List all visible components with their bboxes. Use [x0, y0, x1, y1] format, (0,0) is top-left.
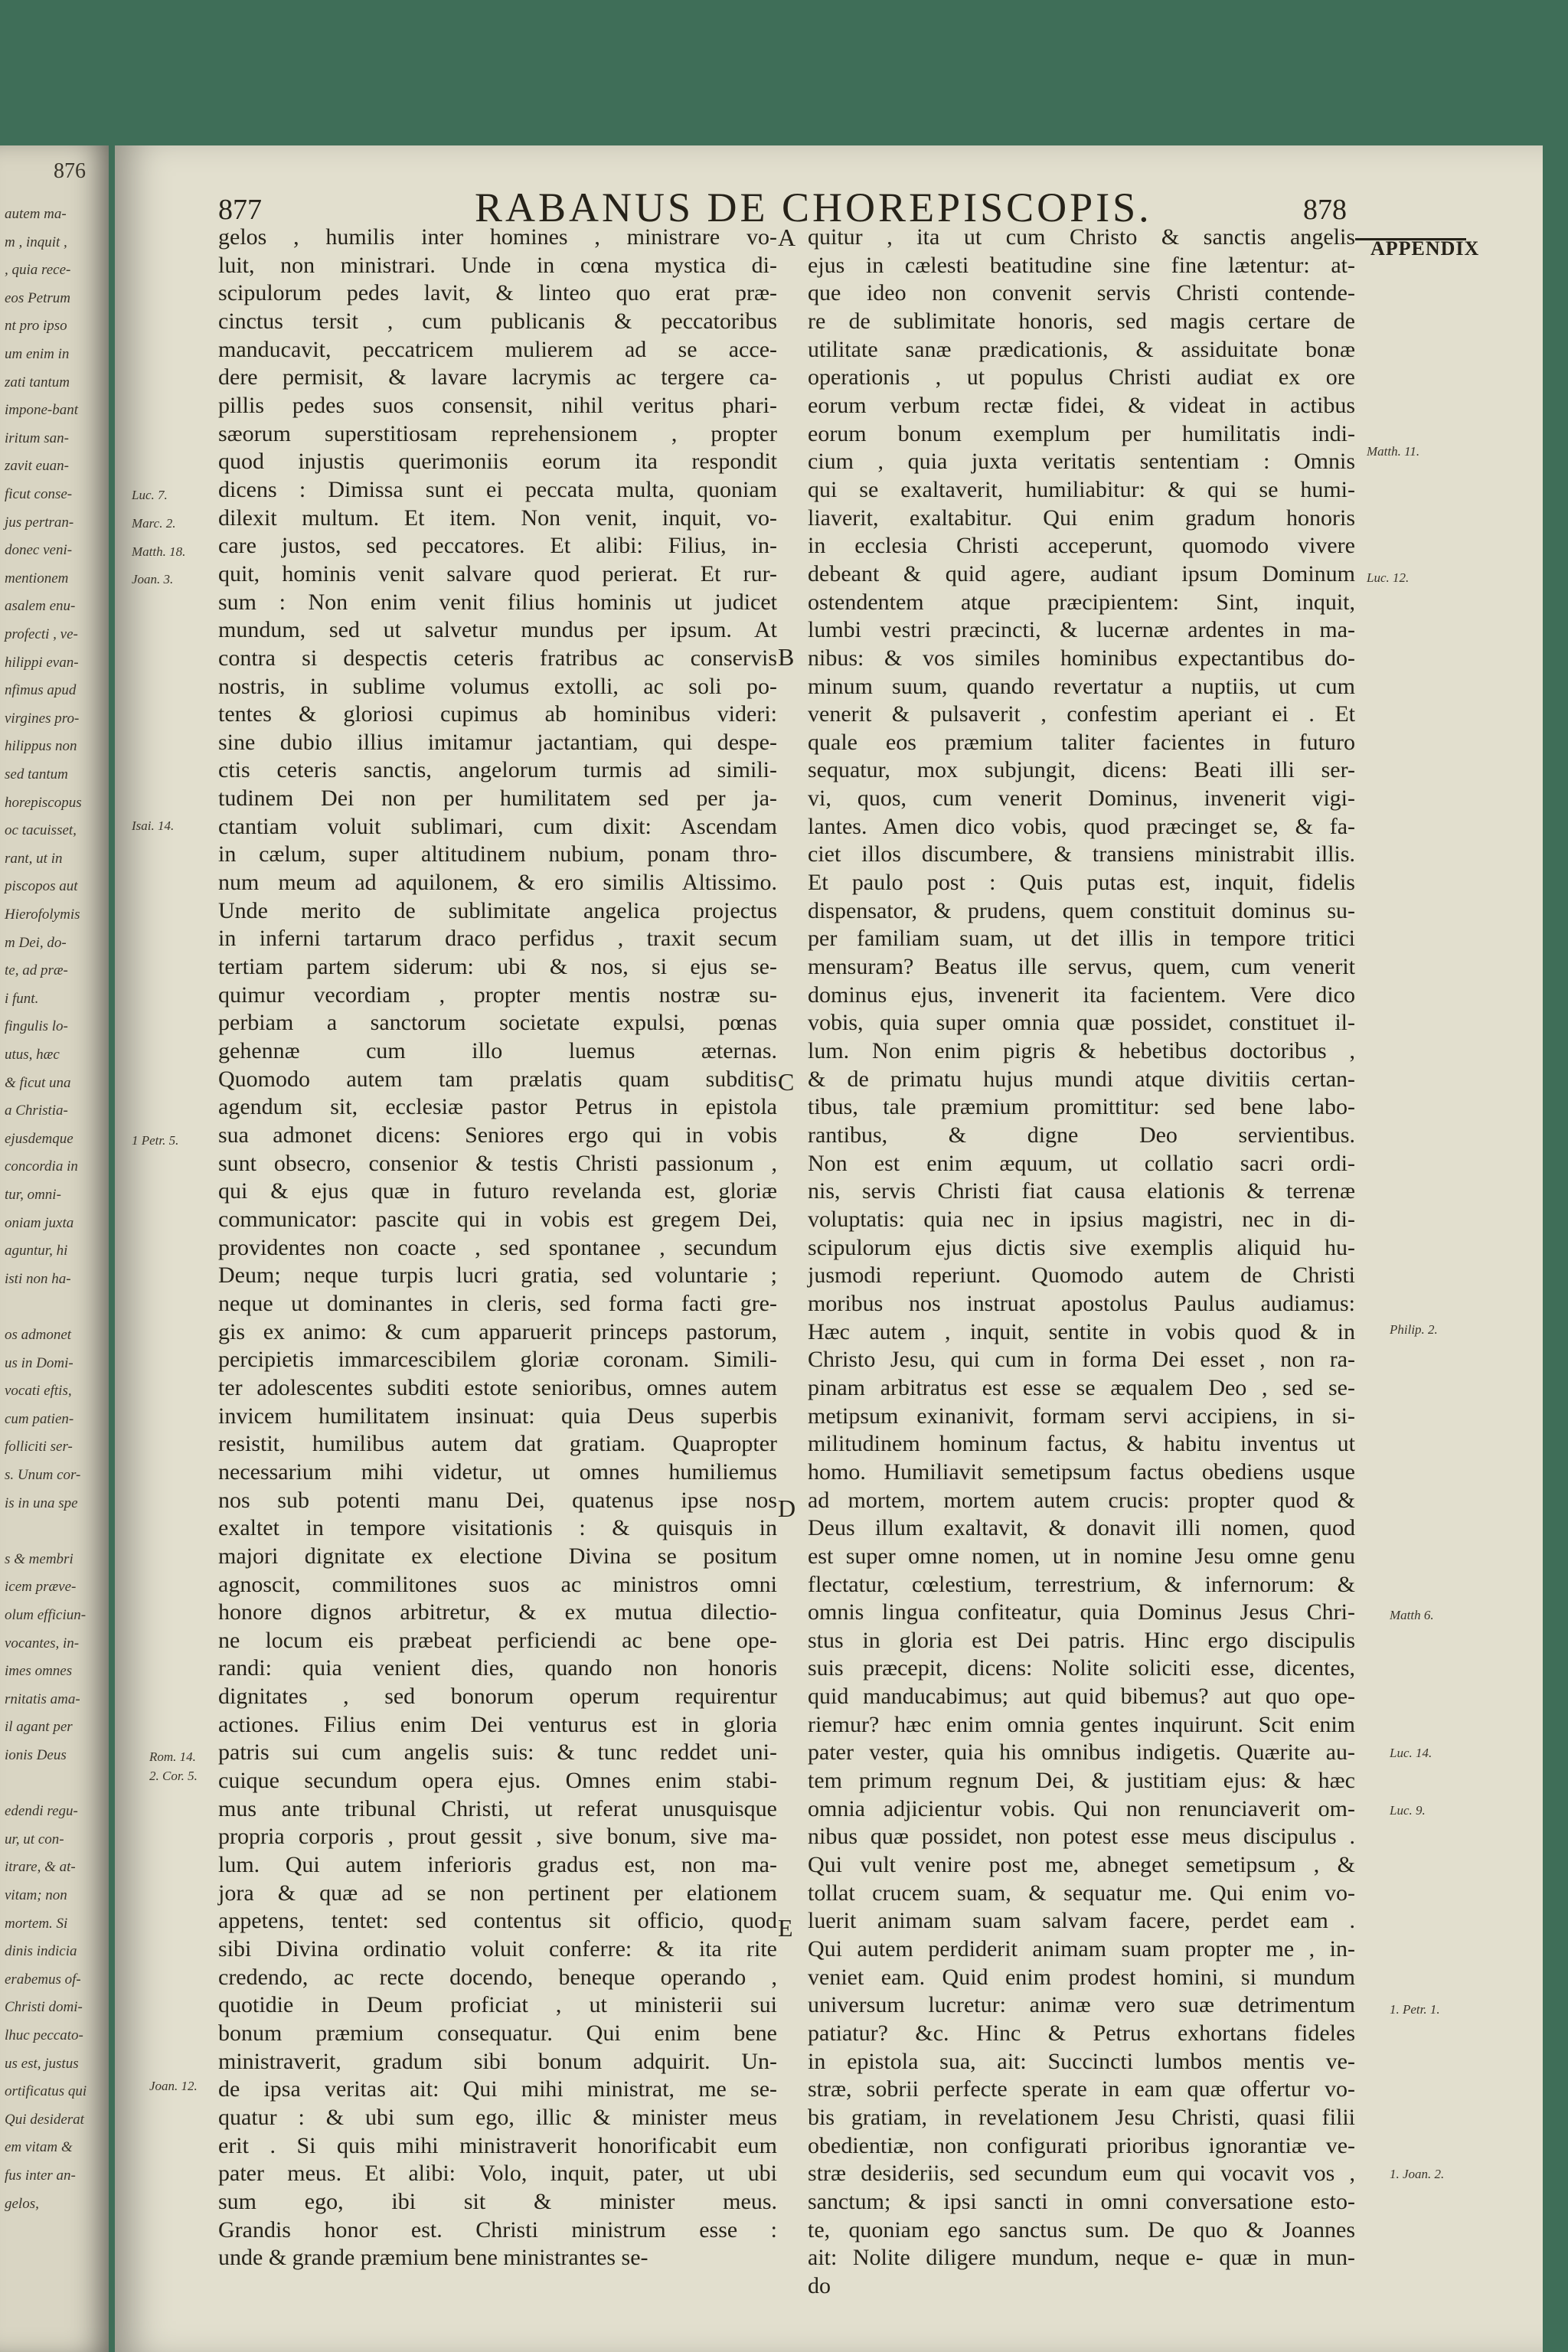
text-line: dispensator, & prudens, quem constituit dominus su-: [808, 897, 1355, 923]
text-line: num meum ad aquilonem, & ero similis Altissimo.: [218, 870, 777, 896]
text-line: stus in gloria est Dei patris. Hinc ergo discipulis: [808, 1627, 1355, 1653]
text-line: de ipsa veritas ait: Qui mihi ministrat, me se-: [218, 2076, 777, 2102]
previous-page-line: iritum san-: [5, 430, 69, 446]
text-line: sibi Divina ordinatio voluit conferre: & ita rite: [218, 1936, 777, 1962]
text-line: sum ego, ibi sit & minister meus.: [218, 2188, 777, 2214]
previous-page-line: us in Domi-: [5, 1354, 74, 1371]
text-line: propria corporis , prout gessit , sive bonum, sive ma-: [218, 1824, 777, 1850]
text-line: quit, hominis venit salvare quod perierat. Et rur-: [218, 560, 777, 586]
text-line: pater meus. Et alibi: Volo, inquit, pater, ut ubi: [218, 2161, 777, 2187]
text-line: neque ut dominantes in cleris, sed forma facti gre-: [218, 1290, 777, 1316]
text-line: jora & quæ ad se non pertinent per elationem: [218, 1880, 777, 1906]
text-line: vobis, quia super omnia quæ possidet, constituet il-: [808, 1010, 1355, 1036]
previous-page-line: ionis Deus: [5, 1747, 67, 1763]
text-line: gis ex animo: & cum apparuerit princeps pastorum,: [218, 1318, 777, 1344]
text-line: Non est enim æquum, ut collatio sacri ordi-: [808, 1150, 1355, 1176]
margin-note: 2. Cor. 5.: [149, 1769, 198, 1783]
margin-note: Philip. 2.: [1390, 1322, 1438, 1337]
previous-page-line: Christi domi-: [5, 1999, 83, 2016]
text-line: tem primum regnum Dei, & justitiam ejus: & hæc: [808, 1768, 1355, 1794]
previous-page-line: s & membri: [5, 1550, 74, 1567]
text-line: ne locum eis præbeat perficiendi ac bene ope-: [218, 1627, 777, 1653]
text-line: dilexit multum. Et item. Non venit, inquit, vo-: [218, 505, 777, 531]
previous-page-line: ur, ut con-: [5, 1831, 64, 1847]
previous-page-line: , quia rece-: [5, 262, 71, 279]
previous-page-line: vocantes, in-: [5, 1635, 80, 1651]
section-letter: C: [778, 1068, 795, 1096]
previous-page-line: impone-bant: [5, 402, 79, 419]
previous-page-line: Hierofolymis: [5, 906, 80, 923]
text-line: ter adolescentes subditi estote senioribus, omnes autem: [218, 1374, 777, 1400]
text-line: agendum sit, ecclesiæ pastor Petrus in epistola: [218, 1094, 777, 1120]
section-letter: E: [778, 1914, 793, 1942]
margin-note: Matth. 11.: [1367, 444, 1420, 459]
text-line: communicator: pascite qui in vobis est gregem Dei,: [218, 1206, 777, 1232]
text-line: per familiam suam, ut det illis in tempore tritici: [808, 926, 1355, 952]
text-line: pillis pedes suos consensit, nihil veritus phari-: [218, 392, 777, 418]
text-line: quotidie in Deum proficiat , ut ministerii sui: [218, 1992, 777, 2018]
previous-page-strip: [0, 145, 109, 2352]
text-line: ad mortem, mortem autem crucis: propter quod &: [808, 1487, 1355, 1513]
text-line: Deus illum exaltavit, & donavit illi nomen, quod: [808, 1515, 1355, 1541]
text-line: quatur : & ubi sum ego, illic & minister meus: [218, 2104, 777, 2130]
text-line: ministraverit, gradum sibi bonum adquirit. Un-: [218, 2048, 777, 2074]
text-line: ejus in cælesti beatitudine sine fine lætentur: at-: [808, 252, 1355, 278]
text-line: gelos , humilis inter homines , ministrare vo-: [218, 224, 777, 250]
text-line: Qui autem perdiderit animam suam propter me , in-: [808, 1936, 1355, 1962]
previous-page-line: m Dei, do-: [5, 934, 67, 951]
text-line: agnoscit, commilitones suos ac ministros omni: [218, 1571, 777, 1597]
text-line: riemur? hæc enim omnia gentes inquirunt. Scit enim: [808, 1711, 1355, 1737]
text-line: perbiam a sanctorum societate expulsi, pœnas: [218, 1010, 777, 1036]
margin-note: Joan. 3.: [132, 572, 174, 586]
text-line: lum. Non enim pigris & hebetibus doctoribus ,: [808, 1038, 1355, 1064]
text-line: nos sub potenti manu Dei, quatenus ipse nos: [218, 1487, 777, 1513]
text-line: mundum, sed ut salvetur mundus per ipsum. At: [218, 617, 777, 643]
previous-page-line: vitam; non: [5, 1887, 67, 1903]
text-line: est super omne nomen, ut in nomine Jesu omne genu: [808, 1543, 1355, 1569]
text-line: sanctum; & ipsi sancti in omni conversatione esto-: [808, 2188, 1355, 2214]
text-line: re de sublimitate honoris, sed magis certare de: [808, 308, 1355, 334]
text-line: luerit animam suam salvam facere, perdet eam .: [808, 1908, 1355, 1934]
text-line: minum suum, quando revertatur a nuptiis, ut cum: [808, 673, 1355, 699]
text-line: cuique secundum opera ejus. Omnes enim stabi-: [218, 1768, 777, 1794]
previous-page-line: us est, justus: [5, 2055, 79, 2072]
text-line: do: [808, 2272, 831, 2298]
text-line: rantibus, & digne Deo servientibus.: [808, 1122, 1355, 1148]
previous-page-line: nt pro ipso: [5, 318, 67, 335]
margin-note: Marc. 2.: [132, 516, 176, 531]
previous-page-line: autem ma-: [5, 206, 67, 222]
margin-note: Luc. 9.: [1390, 1803, 1426, 1818]
text-line: ostendentem atque præcipientem: Sint, inquit,: [808, 589, 1355, 615]
text-line: omnis lingua confiteatur, quia Dominus Jesus Chri-: [808, 1599, 1355, 1625]
previous-page-line: piscopos aut: [5, 878, 78, 895]
previous-page-line: profecti , ve-: [5, 626, 78, 642]
text-line: omnia adjicientur vobis. Qui non renunciaverit om-: [808, 1795, 1355, 1821]
text-line: exaltet in tempore visitationis : & quisquis in: [218, 1515, 777, 1541]
right-text-column: [808, 224, 1355, 2301]
text-line: ciet illos discumbere, & transiens ministrabit illis.: [808, 841, 1355, 867]
text-line: Hæc autem , inquit, sentite in vobis quod & in: [808, 1318, 1355, 1344]
text-line: ait: Nolite diligere mundum, neque e- quæ in mun-: [808, 2245, 1355, 2271]
text-line: Grandis honor est. Christi ministrum esse :: [218, 2216, 777, 2243]
margin-note: Luc. 14.: [1390, 1746, 1432, 1760]
previous-page-line: fingulis lo-: [5, 1018, 68, 1035]
previous-page-line: ejusdemque: [5, 1130, 74, 1147]
previous-page-line: folliciti ser-: [5, 1439, 73, 1455]
text-line: flectatur, cœlestium, terrestrium, & infernorum: &: [808, 1571, 1355, 1597]
text-line: sum : Non enim venit filius hominis ut judicet: [218, 589, 777, 615]
text-line: tibus, tale præmium promittitur: sed bene labo-: [808, 1094, 1355, 1120]
text-line: Deum; neque turpis lucri gratia, sed voluntarie ;: [218, 1263, 777, 1289]
previous-page-line: donec veni-: [5, 542, 73, 559]
previous-page-line: hilippus non: [5, 738, 77, 755]
text-line: patris sui cum angelis suis: & tunc reddet uni-: [218, 1740, 777, 1766]
text-line: jusmodi reperiunt. Quomodo autem de Christi: [808, 1263, 1355, 1289]
previous-page-line: rant, ut in: [5, 850, 63, 867]
previous-page-line: i funt.: [5, 990, 39, 1007]
text-line: percipietis immarcescibilem gloriæ coronam. Simili-: [218, 1347, 777, 1373]
previous-page-line: os admonet: [5, 1327, 72, 1343]
text-line: majori dignitate ex electione Divina se positum: [218, 1543, 777, 1569]
text-line: mus ante tribunal Christi, ut referat unusquisque: [218, 1795, 777, 1821]
running-title: RABANUS DE CHOREPISCOPIS.: [475, 185, 1152, 230]
previous-page-line: jus pertran-: [5, 514, 74, 531]
previous-page-line: lhuc peccato-: [5, 2027, 83, 2043]
text-line: nis, servis Christi fiat causa elationis & terrenæ: [808, 1178, 1355, 1204]
text-line: sequatur, mox subjungit, dicens: Beati illi ser-: [808, 757, 1355, 783]
text-line: ctantiam voluit sublimari, cum dixit: Ascendam: [218, 813, 777, 839]
margin-note: 1. Joan. 2.: [1390, 2167, 1445, 2181]
previous-page-line: virgines pro-: [5, 710, 80, 727]
previous-page-line: aguntur, hi: [5, 1243, 68, 1259]
previous-page-line: te, ad præ-: [5, 962, 68, 979]
text-line: pater vester, quia his omnibus indigetis. Quærite au-: [808, 1740, 1355, 1766]
margin-note: Luc. 7.: [132, 488, 168, 502]
previous-page-line: dinis indicia: [5, 1943, 77, 1960]
margin-note: Rom. 14.: [149, 1749, 196, 1764]
text-line: care justos, sed peccatores. Et alibi: Filius, in-: [218, 533, 777, 559]
text-line: quimur vecordiam , propter mentis nostræ su-: [218, 982, 777, 1008]
margin-note: 1 Petr. 5.: [132, 1133, 179, 1148]
previous-page-line: Qui desiderat: [5, 2111, 84, 2128]
text-line: scipulorum ejus dictis sive exemplis aliquid hu-: [808, 1234, 1355, 1260]
text-line: moribus nos instruat apostolus Paulus audiamus:: [808, 1290, 1355, 1316]
text-line: ctis ceteris sanctis, angelorum turmis ad simili-: [218, 757, 777, 783]
text-line: venerit & pulsaverit , confestim aperiant ei . Et: [808, 701, 1355, 727]
text-line: actiones. Filius enim Dei venturus est in gloria: [218, 1711, 777, 1737]
text-line: sua admonet dicens: Seniores ergo qui in vobis: [218, 1122, 777, 1148]
previous-page-line: rnitatis ama-: [5, 1690, 80, 1707]
text-line: invicem humilitatem insinuat: quia Deus superbis: [218, 1403, 777, 1429]
text-line: gehennæ cum illo luemus æternas.: [218, 1038, 777, 1064]
text-line: vi, quos, cum venerit Dominus, invenerit vigi-: [808, 786, 1355, 812]
text-line: Quomodo autem tam prælatis quam subditis: [218, 1066, 777, 1092]
text-line: cium , quia juxta veritatis sententiam : Omnis: [808, 449, 1355, 475]
text-line: eorum verbum rectæ fidei, & videat in actibus: [808, 392, 1355, 418]
text-line: in ecclesia Christi acceperunt, quomodo vivere: [808, 533, 1355, 559]
text-line: Christo Jesu, qui cum in forma Dei esset , non ra-: [808, 1347, 1355, 1373]
text-line: liaverit, exaltabitur. Qui enim gradum honoris: [808, 505, 1355, 531]
previous-page-line: mortem. Si: [5, 1915, 68, 1932]
previous-page-line: concordia in: [5, 1158, 78, 1175]
text-line: in cælum, super altitudinem nubium, ponam thro-: [218, 841, 777, 867]
margin-note: Matth. 18.: [132, 544, 186, 559]
text-line: resistit, humilibus autem dat gratiam. Quapropter: [218, 1431, 777, 1457]
text-line: lantes. Amen dico vobis, quod præcinget se, & fa-: [808, 813, 1355, 839]
text-line: metipsum exinanivit, formam servi accipiens, in si-: [808, 1403, 1355, 1429]
previous-page-line: a Christia-: [5, 1102, 68, 1119]
previous-page-line: em vitam &: [5, 2139, 73, 2156]
text-line: tentes & gloriosi cupimus ab hominibus videri:: [218, 701, 777, 727]
text-line: te, quoniam ego sanctus sum. De quo & Joannes: [808, 2216, 1355, 2243]
margin-note: Matth 6.: [1390, 1608, 1434, 1622]
previous-page-line: zati tantum: [5, 374, 70, 390]
text-line: sæorum superstitiosam reprehensionem , propter: [218, 420, 777, 446]
text-line: nostris, in sublime volumus extolli, ac soli po-: [218, 673, 777, 699]
text-line: qui & ejus quæ in futuro revelanda est, gloriæ: [218, 1178, 777, 1204]
previous-page-line: edendi regu-: [5, 1803, 78, 1820]
text-line: que ideo non convenit servis Christi contende-: [808, 280, 1355, 306]
text-line: dicens : Dimissa sunt ei peccata multa, quoniam: [218, 476, 777, 502]
previous-page-line: oc tacuisset,: [5, 822, 77, 839]
previous-page-line: & ficut una: [5, 1074, 71, 1091]
text-line: bonum præmium consequatur. Qui enim bene: [218, 2020, 777, 2046]
text-line: utilitate sanæ prædicationis, & assiduitate bonæ: [808, 336, 1355, 362]
text-line: stræ desideriis, sed secundum eum qui vocavit vos ,: [808, 2161, 1355, 2187]
text-line: quid manducabimus; aut quid bibemus? aut quo ope-: [808, 1684, 1355, 1710]
text-line: eorum bonum exemplum per humilitatis indi-: [808, 420, 1355, 446]
text-line: voluptatis: quia nec in ipsius magistri, nec in di-: [808, 1206, 1355, 1232]
book-page: [115, 145, 1543, 2352]
previous-page-folio: 876: [54, 159, 86, 183]
text-line: pinam arbitratus est esse se æqualem Deo , sed se-: [808, 1374, 1355, 1400]
folio-right: 878: [1303, 194, 1347, 226]
previous-page-line: zavit euan-: [5, 458, 69, 475]
previous-page-line: um enim in: [5, 346, 70, 362]
text-line: tudinem Dei non per humilitatem sed per ja-: [218, 786, 777, 812]
text-line: debeant & quid agere, audiant ipsum Dominum: [808, 560, 1355, 586]
previous-page-line: ortificatus qui: [5, 2083, 87, 2100]
text-line: in inferni tartarum draco perfidus , traxit secum: [218, 926, 777, 952]
previous-page-line: asalem enu-: [5, 598, 76, 615]
previous-page-line: eos Petrum: [5, 289, 71, 306]
text-line: providentes non coacte , sed spontanee , secundum: [218, 1234, 777, 1260]
text-line: honore dignos arbitretur, & ex mutua dilectio-: [218, 1599, 777, 1625]
text-line: militudinem hominum factus, & habitu inventus ut: [808, 1431, 1355, 1457]
previous-page-line: il agant per: [5, 1719, 73, 1736]
previous-page-line: erabemus of-: [5, 1971, 81, 1988]
text-line: tertiam partem siderum: ubi & nos, si ejus se-: [218, 954, 777, 980]
text-line: Et paulo post : Quis putas est, inquit, fidelis: [808, 870, 1355, 896]
text-line: dere permisit, & lavare lacrymis ac tergere ca-: [218, 364, 777, 390]
section-letter: D: [778, 1494, 796, 1522]
text-line: dignitates , sed bonorum operum requirentur: [218, 1684, 777, 1710]
text-line: randi: quia venient dies, quando non honoris: [218, 1655, 777, 1681]
text-line: stræ, sobrii perfecte sperate in eam quæ offertur vo-: [808, 2076, 1355, 2102]
previous-page-line: oniam juxta: [5, 1214, 74, 1231]
text-line: lumbi vestri præcincti, & lucernæ ardentes in ma-: [808, 617, 1355, 643]
text-line: credendo, ac recte docendo, beneque operando ,: [218, 1964, 777, 1990]
text-line: luit, non ministrari. Unde in cœna mystica di-: [218, 252, 777, 278]
text-line: dominus ejus, invenerit ita facientem. Vere dico: [808, 982, 1355, 1008]
text-line: nibus quæ possidet, non potest esse meus discipulus .: [808, 1824, 1355, 1850]
previous-page-line: nfimus apud: [5, 682, 77, 699]
previous-page-line: s. Unum cor-: [5, 1467, 81, 1483]
previous-page-line: cum patien-: [5, 1410, 74, 1427]
text-line: erit . Si quis mihi ministraverit honorificabit eum: [218, 2132, 777, 2158]
text-line: contra si despectis ceteris fratribus ac conservis: [218, 645, 777, 671]
text-line: Unde merito de sublimitate angelica projectus: [218, 897, 777, 923]
previous-page-line: hilippi evan-: [5, 654, 79, 671]
previous-page-line: isti non ha-: [5, 1270, 71, 1287]
previous-page-line: itrare, & at-: [5, 1859, 76, 1876]
margin-note: Isai. 14.: [132, 818, 175, 833]
previous-page-line: mentionem: [5, 570, 69, 586]
text-line: scipulorum pedes lavit, & linteo quo erat præ-: [218, 280, 777, 306]
text-line: mensuram? Beatus ille servus, quem, cum venerit: [808, 954, 1355, 980]
text-line: patiatur? &c. Hinc & Petrus exhortans fideles: [808, 2020, 1355, 2046]
text-line: operationis , ut populus Christi audiat ex ore: [808, 364, 1355, 390]
text-line: necessarium mihi videtur, ut omnes humiliemus: [218, 1459, 777, 1485]
previous-page-line: m , inquit ,: [5, 234, 67, 250]
previous-page-line: imes omnes: [5, 1663, 73, 1680]
text-line: lum. Qui autem inferioris gradus est, non ma-: [218, 1852, 777, 1878]
previous-page-line: vocati eftis,: [5, 1383, 72, 1400]
previous-page-line: horepiscopus: [5, 794, 82, 811]
margin-note: Joan. 12.: [149, 2079, 198, 2093]
text-line: qui se exaltaverit, humiliabitur: & qui se humi-: [808, 476, 1355, 502]
text-line: cinctus tersit , cum publicanis & peccatoribus: [218, 308, 777, 334]
text-line: bis gratiam, in revelationem Jesu Christi, quasi filii: [808, 2104, 1355, 2130]
previous-page-line: gelos,: [5, 2195, 39, 2212]
margin-note: Luc. 12.: [1367, 570, 1410, 585]
text-line: sine dubio illius imitamur jactantiam, qui despe-: [218, 729, 777, 755]
left-text-column: [218, 224, 777, 2272]
previous-page-line: tur, omni-: [5, 1187, 61, 1203]
text-line: manducavit, peccatricem mulierem ad se acce-: [218, 336, 777, 362]
text-line: quod injustis querimoniis eorum ita respondit: [218, 449, 777, 475]
appendix-label: APPENDIX: [1370, 237, 1480, 260]
text-line: & de primatu hujus mundi atque divitiis certan-: [808, 1066, 1355, 1092]
text-line: obedientiæ, non configurati prioribus ignorantiæ ve-: [808, 2132, 1355, 2158]
text-line: nibus: & vos similes hominibus expectantibus do-: [808, 645, 1355, 671]
text-line: in epistola sua, ait: Succincti lumbos mentis ve-: [808, 2048, 1355, 2074]
previous-page-line: olum efficiun-: [5, 1607, 87, 1623]
text-line: veniet eam. Quid enim prodest homini, si mundum: [808, 1964, 1355, 1990]
text-line: homo. Humiliavit semetipsum factus obediens usque: [808, 1459, 1355, 1485]
section-letter: A: [778, 224, 796, 251]
previous-page-line: fus inter an-: [5, 2167, 76, 2184]
section-letter: B: [778, 643, 795, 671]
text-line: suis præcepit, dicens: Nolite soliciti esse, dicentes,: [808, 1655, 1355, 1681]
text-line: unde & grande præmium bene ministrantes se-: [218, 2245, 648, 2271]
text-line: quitur , ita ut cum Christo & sanctis angelis: [808, 224, 1355, 250]
text-line: quale eos præmium taliter facientes in futuro: [808, 729, 1355, 755]
margin-note: 1. Petr. 1.: [1390, 2002, 1440, 2017]
text-line: sunt obsecro, consenior & testis Christi passionum ,: [218, 1150, 777, 1176]
text-line: appetens, tentet: sed contentus sit officio, quod: [218, 1908, 777, 1934]
previous-page-line: is in una spe: [5, 1494, 78, 1511]
text-line: tollat crucem suam, & sequatur me. Qui enim vo-: [808, 1880, 1355, 1906]
text-line: universum lucretur: animæ vero suæ detrimentum: [808, 1992, 1355, 2018]
text-line: Qui vult venire post me, abneget semetipsum , &: [808, 1852, 1355, 1878]
previous-page-line: ficut conse-: [5, 486, 73, 502]
previous-page-line: icem præve-: [5, 1579, 77, 1596]
previous-page-line: utus, hæc: [5, 1047, 60, 1063]
previous-page-line: sed tantum: [5, 766, 68, 782]
folio-left: 877: [218, 194, 262, 226]
